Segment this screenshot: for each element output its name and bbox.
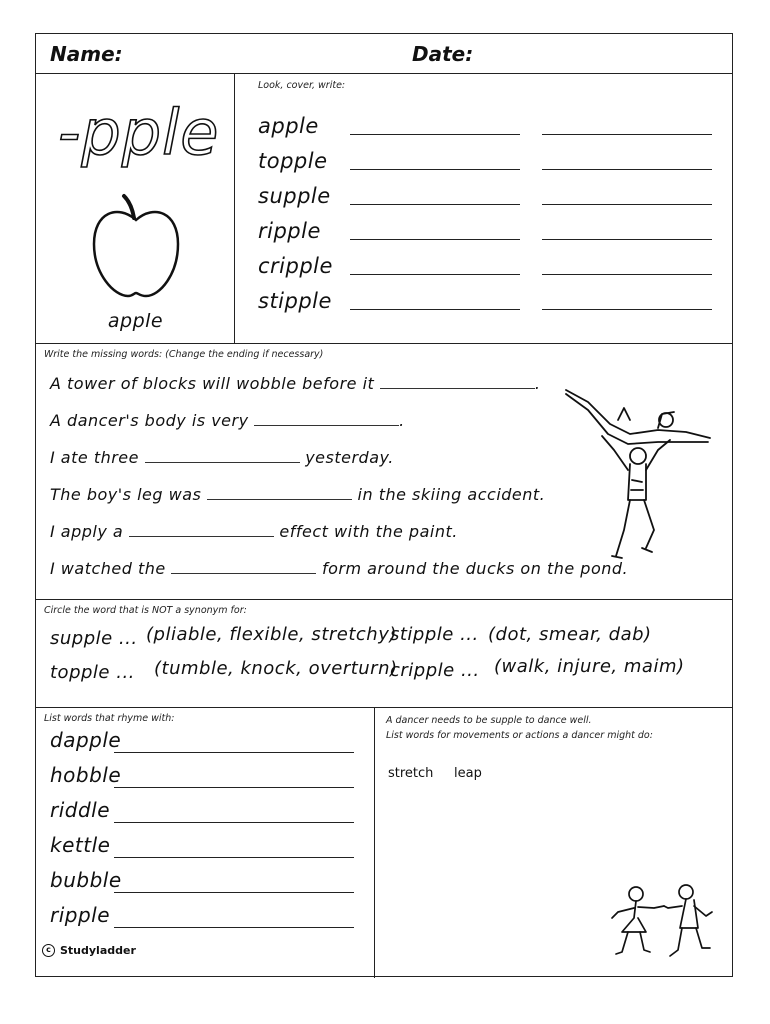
synonym-word-supple: supple ... xyxy=(50,628,138,649)
sentence-2 xyxy=(50,411,405,430)
missing-words-section xyxy=(36,344,732,600)
rhyme-line[interactable] xyxy=(114,857,354,858)
write-line[interactable] xyxy=(350,309,520,310)
answer-blank[interactable] xyxy=(145,449,300,463)
sentence-text: . xyxy=(399,411,405,430)
lcw-word-cripple: cripple xyxy=(258,254,333,278)
write-line[interactable] xyxy=(350,274,520,275)
write-line[interactable] xyxy=(542,309,712,310)
write-line[interactable] xyxy=(542,274,712,275)
synonym-word-topple: topple ... xyxy=(50,662,135,683)
date-label: Date: xyxy=(412,42,474,66)
lcw-word-ripple: ripple xyxy=(258,219,321,243)
column-divider xyxy=(374,708,375,978)
sentence-text: I watched the xyxy=(50,559,166,578)
sentence-text: I ate three xyxy=(50,448,139,467)
answer-blank[interactable] xyxy=(207,486,352,500)
answer-blank[interactable] xyxy=(129,523,274,537)
look-cover-write-section xyxy=(36,74,732,344)
sentence-text: I apply a xyxy=(50,522,124,541)
sentence-text: A tower of blocks will wobble before it xyxy=(50,374,375,393)
sentence-6 xyxy=(50,559,628,578)
rhyme-word-dapple: dapple xyxy=(50,728,122,752)
missing-words-instruction: Write the missing words: (Change the ending if necessary) xyxy=(44,349,324,360)
sentence-text: effect with the paint. xyxy=(279,522,458,541)
picture-caption: apple xyxy=(107,310,164,332)
write-line[interactable] xyxy=(542,239,712,240)
sentence-3 xyxy=(50,448,394,467)
header-row xyxy=(36,34,732,74)
sentence-text: The boy's leg was xyxy=(50,485,202,504)
rhyme-word-kettle: kettle xyxy=(50,833,111,857)
rhyme-line[interactable] xyxy=(114,822,354,823)
rhyme-line[interactable] xyxy=(114,927,354,928)
dance-instruction-2: List words for movements or actions a dancer might do: xyxy=(386,730,653,741)
synonym-word-stipple: stipple ... xyxy=(390,624,479,645)
synonym-options-topple[interactable]: (tumble, knock, overturn) xyxy=(154,658,398,679)
synonym-instruction: Circle the word that is NOT a synonym for: xyxy=(44,605,247,616)
answer-blank[interactable] xyxy=(254,412,399,426)
dancing-couple-icon xyxy=(608,880,718,970)
look-cover-write-instruction: Look, cover, write: xyxy=(258,80,346,91)
rhyme-word-hobble: hobble xyxy=(50,763,122,787)
sentence-5 xyxy=(50,522,458,541)
synonym-section xyxy=(36,600,732,708)
copyright-icon: c xyxy=(42,944,55,957)
synonym-options-cripple[interactable]: (walk, injure, maim) xyxy=(494,656,685,677)
sentence-text: A dancer's body is very xyxy=(50,411,249,430)
write-line[interactable] xyxy=(350,239,520,240)
dancers-icon xyxy=(558,380,718,570)
rhyme-word-bubble: bubble xyxy=(50,868,122,892)
copyright-footer xyxy=(42,944,136,957)
answer-blank[interactable] xyxy=(171,560,316,574)
dance-answer-leap[interactable]: leap xyxy=(454,766,482,781)
lcw-word-supple: supple xyxy=(258,184,331,208)
sentence-1 xyxy=(50,374,540,393)
sentence-text: form around the ducks on the pond. xyxy=(321,559,629,578)
rhyme-word-ripple: ripple xyxy=(50,903,111,927)
lcw-word-stipple: stipple xyxy=(258,289,332,313)
sentence-text: . xyxy=(534,374,541,393)
dance-instruction-1: A dancer needs to be supple to dance well. xyxy=(386,715,592,726)
dance-answer-stretch[interactable]: stretch xyxy=(388,766,434,781)
answer-blank[interactable] xyxy=(380,375,535,389)
rhyme-line[interactable] xyxy=(114,787,354,788)
write-line[interactable] xyxy=(350,134,520,135)
write-line[interactable] xyxy=(350,204,520,205)
write-line[interactable] xyxy=(542,134,712,135)
rhyme-line[interactable] xyxy=(114,892,354,893)
rhyme-and-dance-section xyxy=(36,708,732,978)
write-line[interactable] xyxy=(542,204,712,205)
write-line[interactable] xyxy=(350,169,520,170)
apple-icon xyxy=(88,192,184,302)
rhyme-word-riddle: riddle xyxy=(50,798,111,822)
word-family-title: -pple xyxy=(58,96,220,169)
synonym-options-stipple[interactable]: (dot, smear, dab) xyxy=(488,624,652,645)
synonym-options-supple[interactable]: (pliable, flexible, stretchy) xyxy=(146,624,397,645)
lcw-word-topple: topple xyxy=(258,149,328,173)
sentence-4 xyxy=(50,485,545,504)
rhyme-line[interactable] xyxy=(114,752,354,753)
word-family-panel xyxy=(36,74,235,343)
sentence-text: in the skiing accident. xyxy=(357,485,546,504)
worksheet xyxy=(35,33,733,977)
synonym-word-cripple: cripple ... xyxy=(390,660,480,681)
name-label: Name: xyxy=(50,42,123,66)
brand-name: Studyladder xyxy=(60,944,136,957)
rhyme-instruction: List words that rhyme with: xyxy=(44,713,175,724)
write-line[interactable] xyxy=(542,169,712,170)
sentence-text: yesterday. xyxy=(305,448,394,467)
lcw-word-apple: apple xyxy=(258,114,319,138)
